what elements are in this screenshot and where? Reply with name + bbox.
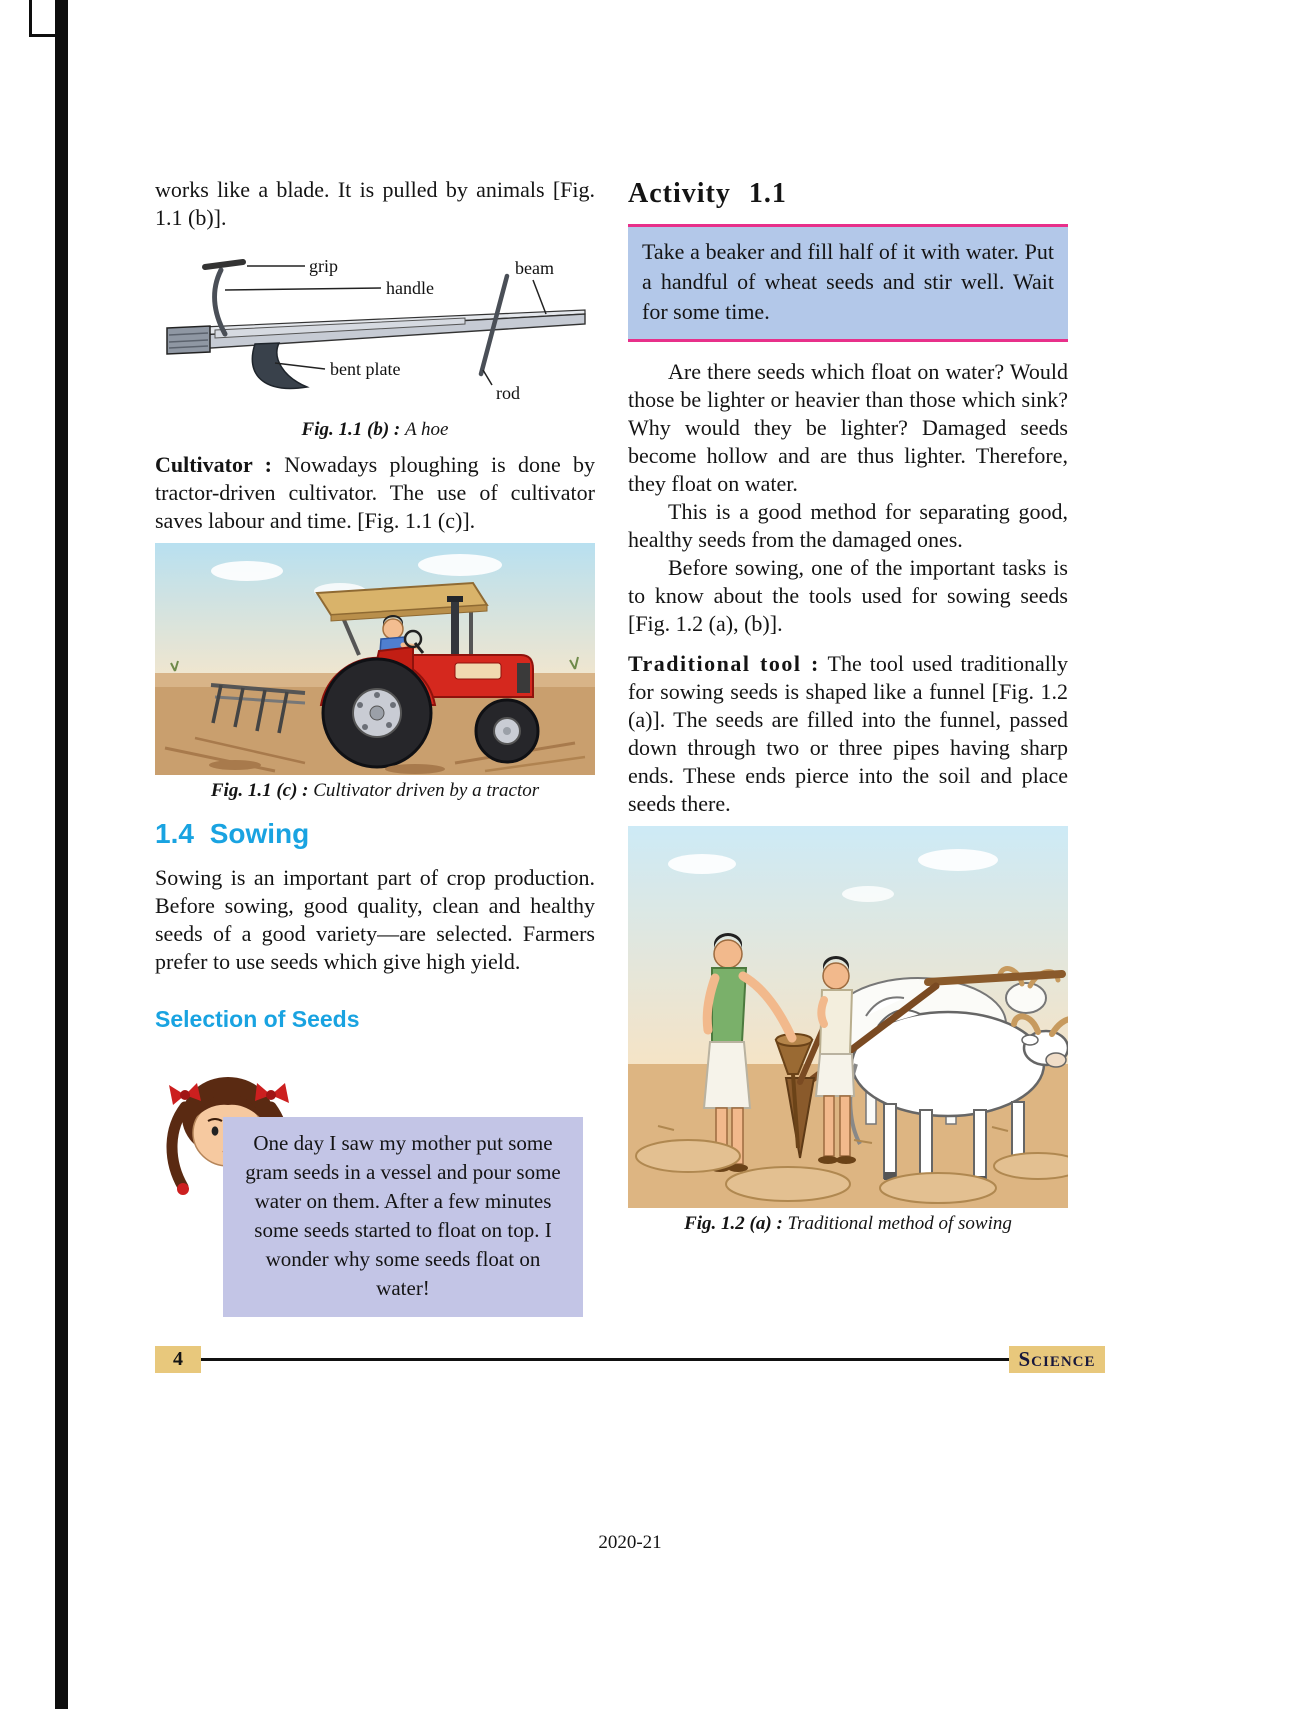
page-footer — [155, 1346, 1105, 1373]
speech-text: One day I saw my mother put some gram seeds in a vessel and pour some water on them. After a few minutes some seeds started to float on top. I wonder why some seeds float on water! — [245, 1131, 561, 1300]
traditional-sowing-illustration — [628, 826, 1068, 1208]
soil-clump — [385, 764, 445, 774]
page-number: 4 — [155, 1346, 201, 1373]
footer-rule — [201, 1358, 1009, 1361]
girl-thought-section — [155, 1059, 595, 1339]
cloud — [668, 854, 736, 874]
traditional-tool-text: The tool used traditionally for sowing seeds is shaped like a funnel [Fig. 1.2 (a)]. The seeds are filled into the funnel, passed down through two or three pipes having sharp ends. These ends pierce into the soil and place seeds there. — [628, 651, 1068, 816]
paragraph-tools: Before sowing, one of the important tasks is to know about the tools used for sowing seeds [Fig. 1.2 (a), (b)]. — [628, 555, 1068, 636]
activity-heading: Activity 1.1 — [628, 178, 787, 209]
year-label: 2020-21 — [598, 1532, 662, 1553]
section-heading-sowing: 1.4 Sowing — [155, 818, 310, 849]
paragraph-traditional-tool — [628, 650, 1068, 818]
activity-text: Take a beaker and fill half of it with water. Put a handful of wheat seeds and stir well. Wait for some time. — [642, 239, 1054, 324]
sowing-caption-label: Fig. 1.2 (a) : — [684, 1213, 783, 1234]
cloud — [211, 561, 283, 581]
hoe-caption — [155, 419, 595, 441]
figure-tractor — [155, 543, 595, 802]
hoe-label-bent-plate: bent plate — [330, 359, 401, 379]
soil-mound — [880, 1173, 996, 1203]
sowing-caption — [628, 1213, 1068, 1235]
figure-hoe — [155, 244, 595, 441]
hoe-diagram — [155, 244, 595, 414]
sowing-caption-text: Traditional method of sowing — [787, 1213, 1012, 1234]
brand-science: Science — [1009, 1346, 1105, 1373]
cloud — [918, 849, 998, 871]
tractor-caption — [155, 780, 595, 802]
cultivator-text: Nowadays ploughing is done by tractor-driven cultivator. The use of cultivator saves labour and time. [Fig. 1.1 (c)]. — [155, 452, 596, 533]
braid-tie — [177, 1183, 189, 1195]
hoe-label-grip: grip — [309, 256, 338, 276]
hoe-label-handle: handle — [386, 278, 434, 298]
hoe-grip-tbar — [205, 262, 243, 267]
exhaust-cap — [447, 596, 463, 602]
girl-eye — [212, 1126, 219, 1135]
sub-heading-selection-of-seeds: Selection of Seeds — [155, 1006, 360, 1032]
speech-box — [223, 1117, 583, 1317]
left-column — [155, 176, 595, 1339]
soil-mound — [636, 1140, 740, 1172]
crop-mark — [29, 0, 57, 37]
soil-clump — [209, 760, 261, 770]
traditional-tool-lead: Traditional tool : — [628, 651, 820, 676]
cloud — [418, 554, 502, 576]
tractor-rear-wheel — [323, 659, 431, 767]
cultivator-lead: Cultivator : — [155, 452, 272, 477]
tractor-illustration — [155, 543, 595, 775]
paragraph-sowing: Sowing is an important part of crop production. Before sowing, good quality, clean and healthy seeds of a good variety—are selected. Farmers prefer to use seeds which give high yield. — [155, 865, 595, 974]
spine-bar — [55, 0, 68, 1709]
activity-box — [628, 224, 1068, 342]
tractor-caption-label: Fig. 1.1 (c) : — [210, 780, 309, 801]
hoe-caption-label: Fig. 1.1 (b) : — [301, 419, 401, 440]
paragraph-blade-continuation: works like a blade. It is pulled by animals [Fig. 1.1 (b)]. — [155, 177, 595, 230]
hoe-handle-curve — [215, 270, 225, 334]
paragraph-cultivator — [155, 451, 595, 535]
exhaust-pipe — [451, 601, 459, 657]
paragraph-float: Are there seeds which float on water? Would those be lighter or heavier than those which sink? Why would they be lighter? Damaged seeds become hollow and are thus lighter. Therefore, they float on water. — [628, 359, 1068, 496]
hoe-caption-text: A hoe — [404, 419, 449, 440]
soil-mound — [726, 1167, 850, 1201]
hoe-label-rod: rod — [496, 383, 520, 403]
right-column — [628, 176, 1068, 1245]
hoe-label-beam: beam — [515, 258, 554, 278]
paragraph-method: This is a good method for separating good, healthy seeds from the damaged ones. — [628, 499, 1068, 552]
soil-mound — [994, 1153, 1068, 1179]
tractor-caption-text: Cultivator driven by a tractor — [313, 780, 540, 801]
cloud — [842, 886, 894, 902]
figure-traditional-sowing — [628, 826, 1068, 1235]
tractor-front-wheel — [476, 700, 538, 762]
